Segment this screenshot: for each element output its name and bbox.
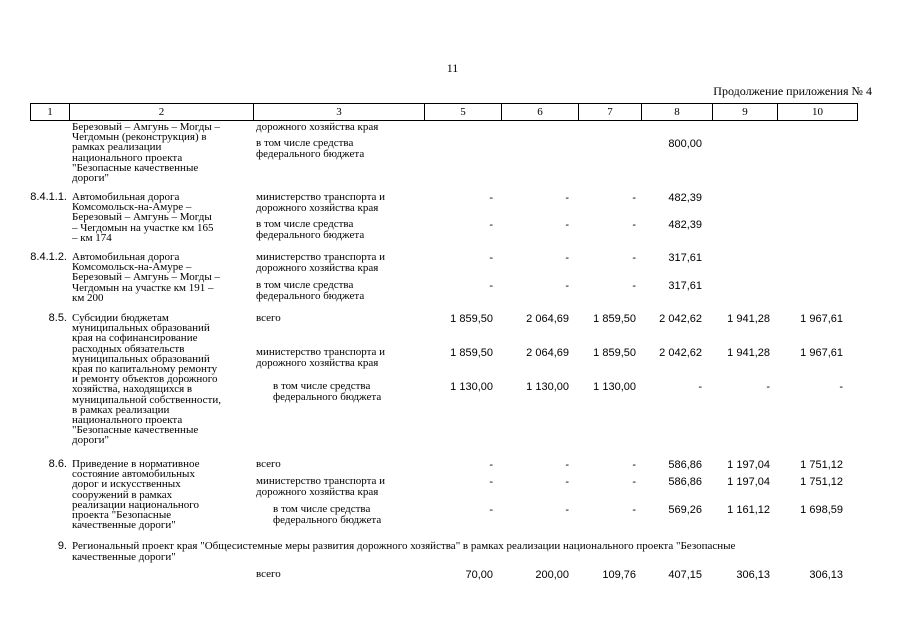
value-cell: -	[766, 381, 770, 393]
value-cell: 1 859,50	[450, 313, 493, 325]
value-cell: -	[632, 459, 636, 471]
value-cell: 317,61	[668, 252, 702, 264]
value-cell: 2 064,69	[526, 347, 569, 359]
row-funding-source: министерство транспорта и дорожного хозяйства края	[256, 191, 386, 214]
value-cell: 1 130,00	[593, 381, 636, 393]
value-cell: -	[489, 252, 493, 264]
value-cell: -	[632, 192, 636, 204]
col-header-9: 9	[713, 104, 778, 121]
row-number: 8.4.1.2.	[30, 251, 67, 263]
row-funding-source: в том числе средства федерального бюджета	[256, 218, 365, 241]
value-cell: 800,00	[668, 138, 702, 150]
value-cell: -	[632, 280, 636, 292]
row-funding-source: в том числе средства федерального бюджета	[256, 137, 365, 160]
value-cell: -	[489, 459, 493, 471]
value-cell: 586,86	[668, 459, 702, 471]
value-cell: 1 859,50	[450, 347, 493, 359]
value-cell: -	[565, 192, 569, 204]
value-cell: 586,86	[668, 476, 702, 488]
value-cell: 1 197,04	[727, 476, 770, 488]
value-cell: 1 161,12	[727, 504, 770, 516]
col-header-3: 3	[254, 104, 425, 121]
value-cell: -	[565, 459, 569, 471]
value-cell: -	[632, 219, 636, 231]
value-cell: 1 941,28	[727, 347, 770, 359]
value-cell: -	[565, 504, 569, 516]
value-cell: 70,00	[465, 569, 493, 581]
value-cell: 1 698,59	[800, 504, 843, 516]
row-funding-source: всего	[256, 568, 281, 580]
value-cell: 109,76	[602, 569, 636, 581]
value-cell: -	[489, 280, 493, 292]
row-funding-source: дорожного хозяйства края	[256, 121, 379, 133]
value-cell: 569,26	[668, 504, 702, 516]
value-cell: 1 967,61	[800, 313, 843, 325]
value-cell: 482,39	[668, 192, 702, 204]
value-cell: -	[565, 476, 569, 488]
value-cell: 1 130,00	[450, 381, 493, 393]
row-name: Приведение в нормативное состояние автомобильных дорог и искусственных сооружений в рамках реализации национального проекта "Безопасные качественные дороги"	[72, 458, 200, 532]
row-funding-source: всего	[256, 458, 281, 470]
value-cell: 306,13	[736, 569, 770, 581]
row-name: Субсидии бюджетам муниципальных образований края на софинансирование расходных обязательств муниципальных образований края по капитальному ремонту и ремонту объектов дорожного хозяйства, находящихся в муниципальной собственности, в рамках реализации национального проекта "Безопасные качественные дороги"	[72, 312, 221, 447]
value-cell: 1 130,00	[526, 381, 569, 393]
row-funding-source: министерство транспорта и дорожного хозяйства края	[256, 346, 386, 369]
value-cell: 2 042,62	[659, 347, 702, 359]
value-cell: -	[565, 252, 569, 264]
row-name: Березовый – Амгунь – Могды – Чегдомын (реконструкция) в рамках реализации национального проекта "Безопасные качественные дороги"	[72, 121, 220, 185]
value-cell: -	[489, 219, 493, 231]
value-cell: 306,13	[809, 569, 843, 581]
value-cell: 1 197,04	[727, 459, 770, 471]
value-cell: -	[632, 476, 636, 488]
value-cell: -	[698, 381, 702, 393]
value-cell: 1 859,50	[593, 313, 636, 325]
appendix-label: Продолжение приложения № 4	[713, 84, 872, 98]
value-cell: 1 751,12	[800, 459, 843, 471]
column-header-row	[30, 103, 858, 121]
value-cell: 482,39	[668, 219, 702, 231]
row-funding-source: министерство транспорта и дорожного хозяйства края	[256, 475, 386, 498]
col-header-7: 7	[579, 104, 642, 121]
row-name: Автомобильная дорога Комсомольск-на-Амуре – Березовый – Амгунь – Могды – Чегдомын на участке км 165 – км 174	[72, 191, 214, 244]
row-number: 8.6.	[48, 458, 67, 470]
col-header-8: 8	[642, 104, 713, 121]
col-header-2: 2	[70, 104, 254, 121]
value-cell: 1 967,61	[800, 347, 843, 359]
value-cell: 2 042,62	[659, 313, 702, 325]
row-funding-source: в том числе средства федерального бюджета	[273, 380, 382, 403]
value-cell: -	[565, 219, 569, 231]
row-funding-source: министерство транспорта и дорожного хозяйства края	[256, 251, 386, 274]
col-header-5: 5	[425, 104, 502, 121]
value-cell: -	[632, 504, 636, 516]
value-cell: -	[632, 252, 636, 264]
value-cell: 1 751,12	[800, 476, 843, 488]
col-header-6: 6	[502, 104, 579, 121]
value-cell: -	[839, 381, 843, 393]
row-name: Автомобильная дорога Комсомольск-на-Амуре – Березовый – Амгунь – Могды – Чегдомын на участке км 191 – км 200	[72, 251, 220, 304]
value-cell: 1 859,50	[593, 347, 636, 359]
value-cell: 2 064,69	[526, 313, 569, 325]
row-funding-source: в том числе средства федерального бюджета	[256, 279, 365, 302]
row-number: 8.4.1.1.	[30, 191, 67, 203]
row-name: Региональный проект края "Общесистемные меры развития дорожного хозяйства" в рамках реализации национального проекта "Безопасные качественные дороги"	[72, 540, 736, 563]
page-number: 11	[446, 61, 459, 75]
value-cell: 407,15	[668, 569, 702, 581]
row-funding-source: всего	[256, 312, 281, 324]
row-funding-source: в том числе средства федерального бюджета	[273, 503, 382, 526]
value-cell: -	[489, 192, 493, 204]
row-number: 9.	[57, 540, 67, 552]
value-cell: -	[489, 504, 493, 516]
value-cell: 1 941,28	[727, 313, 770, 325]
col-header-1: 1	[31, 104, 70, 121]
value-cell: 200,00	[535, 569, 569, 581]
value-cell: 317,61	[668, 280, 702, 292]
col-header-10: 10	[778, 104, 858, 121]
row-number: 8.5.	[48, 312, 67, 324]
value-cell: -	[489, 476, 493, 488]
value-cell: -	[565, 280, 569, 292]
